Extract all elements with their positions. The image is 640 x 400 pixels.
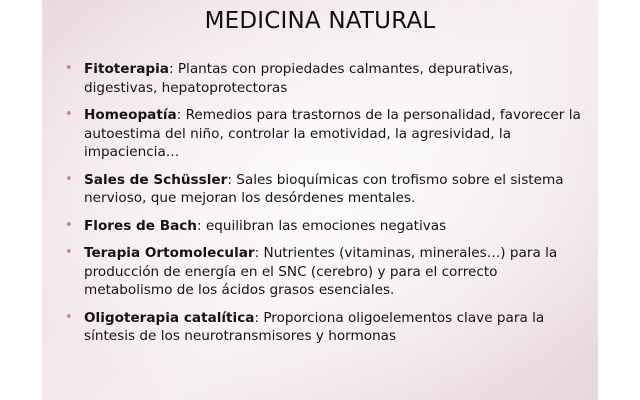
bullet-item — [62, 60, 582, 97]
bullet-marker: • — [65, 217, 73, 233]
bullet-marker: • — [65, 171, 73, 187]
bullet-term: Homeopatía — [84, 107, 177, 123]
bullet-marker: • — [65, 61, 73, 76]
bullet-text: : Plantas con propiedades calmantes, depurativas, digestivas, hepatoprotectoras — [84, 61, 514, 96]
bullet-term: Oligoterapia catalítica — [84, 309, 255, 326]
bullet-marker: • — [65, 245, 73, 260]
bullet-marker: • — [65, 107, 73, 122]
slide-title: MEDICINA NATURAL — [204, 8, 436, 34]
bullet-item — [62, 309, 582, 346]
bullet-text: : Remedios para trastornos de la personalidad, favorecer la autoestima del niño, controlar la emotividad, la agresividad, la impaciencia… — [84, 107, 581, 160]
bullet-text: : Nutrientes (vitaminas, minerales…) para la producción de energía en el SNC (cerebro) y para el correcto metabolismo de los ácidos grasos esenciales. — [84, 245, 558, 298]
bullet-item — [62, 171, 582, 208]
bullet-marker: • — [65, 309, 73, 325]
bullet-list — [62, 60, 582, 355]
bullet-text: : Sales bioquímicas con trofismo sobre el sistema nervioso, que mejoran los desórdenes mentales. — [84, 171, 564, 206]
bullet-term: Flores de Bach — [84, 217, 197, 234]
bullet-text: : equilibran las emociones negativas — [197, 217, 447, 234]
bullet-term: Fitoterapia — [84, 61, 169, 77]
bullet-term: Sales de Schüssler — [84, 171, 228, 188]
bullet-term: Terapia Ortomolecular — [84, 245, 255, 261]
slide — [42, 0, 598, 400]
bullet-item — [62, 217, 582, 236]
bullet-item — [62, 244, 582, 300]
bullet-item — [62, 106, 582, 162]
bullet-text: : Proporciona oligoelementos clave para la síntesis de los neurotransmisores y hormonas — [84, 309, 545, 344]
